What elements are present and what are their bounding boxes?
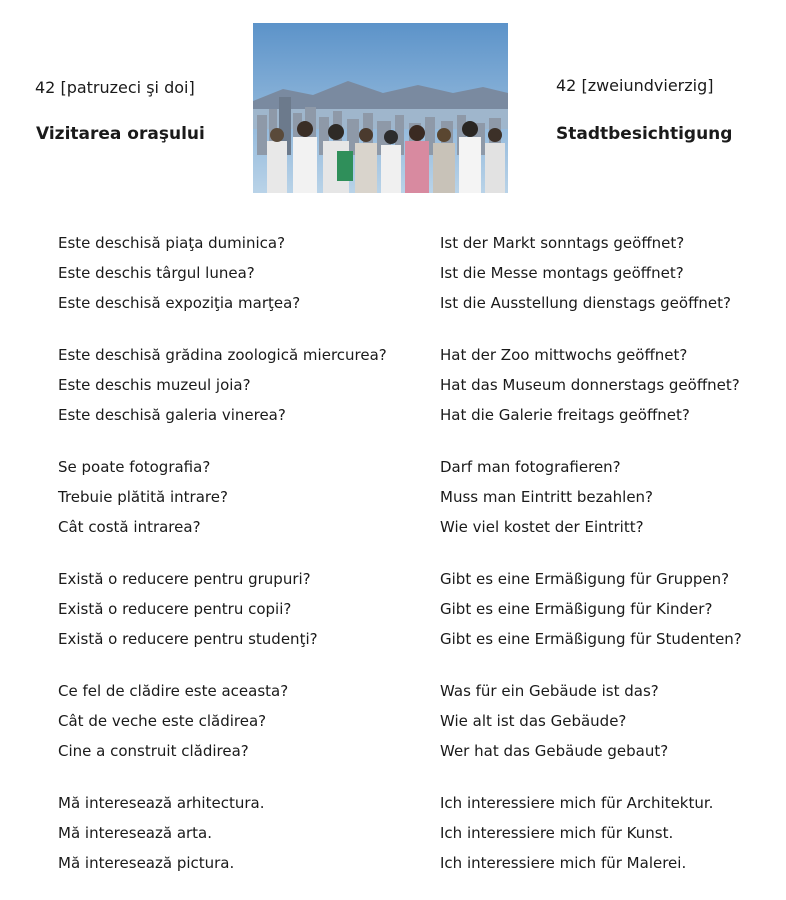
german-sentence: Hat das Museum donnerstags geöffnet? [440, 376, 740, 394]
romanian-sentence: Este deschis târgul lunea? [58, 264, 255, 282]
german-sentence: Muss man Eintritt bezahlen? [440, 488, 654, 506]
phrase-row [58, 452, 778, 482]
german-sentence: Gibt es eine Ermäßigung für Studenten? [440, 630, 742, 648]
romanian-sentence: Mă interesează arta. [58, 824, 213, 842]
phrase-group [58, 564, 778, 654]
romanian-sentence: Mă interesează pictura. [58, 854, 235, 872]
romanian-sentence: Mă interesează arhitectura. [58, 794, 265, 812]
german-sentence: Gibt es eine Ermäßigung für Kinder? [440, 600, 713, 618]
phrase-row [58, 482, 778, 512]
phrase-row [58, 788, 778, 818]
tourists-viewpoint-photo [253, 23, 508, 193]
german-sentence: Hat die Galerie freitags geöffnet? [440, 406, 690, 424]
phrase-row [58, 512, 778, 542]
romanian-sentence: Există o reducere pentru grupuri? [58, 570, 311, 588]
phrase-row [58, 818, 778, 848]
german-sentence: Ist die Messe montags geöffnet? [440, 264, 684, 282]
german-sentence: Darf man fotografieren? [440, 458, 621, 476]
phrase-row [58, 288, 778, 318]
phrase-group [58, 340, 778, 430]
german-sentence: Hat der Zoo mittwochs geöffnet? [440, 346, 688, 364]
lesson-title-romanian: Vizitarea oraşului [36, 124, 205, 144]
german-sentence: Wie alt ist das Gebäude? [440, 712, 627, 730]
german-sentence: Was für ein Gebäude ist das? [440, 682, 659, 700]
german-sentence: Wie viel kostet der Eintritt? [440, 518, 644, 536]
phrase-row [58, 594, 778, 624]
lesson-number-german: 42 [zweiundvierzig] [556, 76, 714, 95]
phrase-row [58, 258, 778, 288]
romanian-sentence: Trebuie plătită intrare? [58, 488, 228, 506]
phrase-row [58, 676, 778, 706]
romanian-sentence: Cât costă intrarea? [58, 518, 201, 536]
german-sentence: Ich interessiere mich für Malerei. [440, 854, 687, 872]
german-sentence: Ist die Ausstellung dienstags geöffnet? [440, 294, 731, 312]
phrase-row [58, 564, 778, 594]
romanian-sentence: Cât de veche este clădirea? [58, 712, 267, 730]
phrase-group [58, 228, 778, 318]
romanian-sentence: Este deschisă grădina zoologică miercurea? [58, 346, 387, 364]
romanian-sentence: Este deschis muzeul joia? [58, 376, 251, 394]
phrase-group [58, 788, 778, 878]
romanian-sentence: Ce fel de clădire este aceasta? [58, 682, 289, 700]
german-sentence: Ist der Markt sonntags geöffnet? [440, 234, 685, 252]
phrase-row [58, 340, 778, 370]
phrase-row [58, 228, 778, 258]
romanian-sentence: Este deschisă galeria vinerea? [58, 406, 286, 424]
phrase-table [58, 228, 778, 900]
romanian-sentence: Există o reducere pentru copii? [58, 600, 292, 618]
phrase-row [58, 848, 778, 878]
phrase-row [58, 736, 778, 766]
romanian-sentence: Cine a construit clădirea? [58, 742, 249, 760]
lesson-number-romanian: 42 [patruzeci şi doi] [35, 78, 195, 97]
german-sentence: Wer hat das Gebäude gebaut? [440, 742, 669, 760]
romanian-sentence: Se poate fotografia? [58, 458, 211, 476]
phrase-row [58, 706, 778, 736]
german-sentence: Ich interessiere mich für Kunst. [440, 824, 674, 842]
phrase-row [58, 400, 778, 430]
romanian-sentence: Este deschisă piaţa duminica? [58, 234, 286, 252]
german-sentence: Gibt es eine Ermäßigung für Gruppen? [440, 570, 730, 588]
phrase-row [58, 370, 778, 400]
romanian-sentence: Există o reducere pentru studenţi? [58, 630, 318, 648]
phrase-row [58, 624, 778, 654]
phrase-group [58, 452, 778, 542]
lesson-title-german: Stadtbesichtigung [556, 124, 733, 144]
german-sentence: Ich interessiere mich für Architektur. [440, 794, 714, 812]
romanian-sentence: Este deschisă expoziţia marţea? [58, 294, 301, 312]
phrase-group [58, 676, 778, 766]
